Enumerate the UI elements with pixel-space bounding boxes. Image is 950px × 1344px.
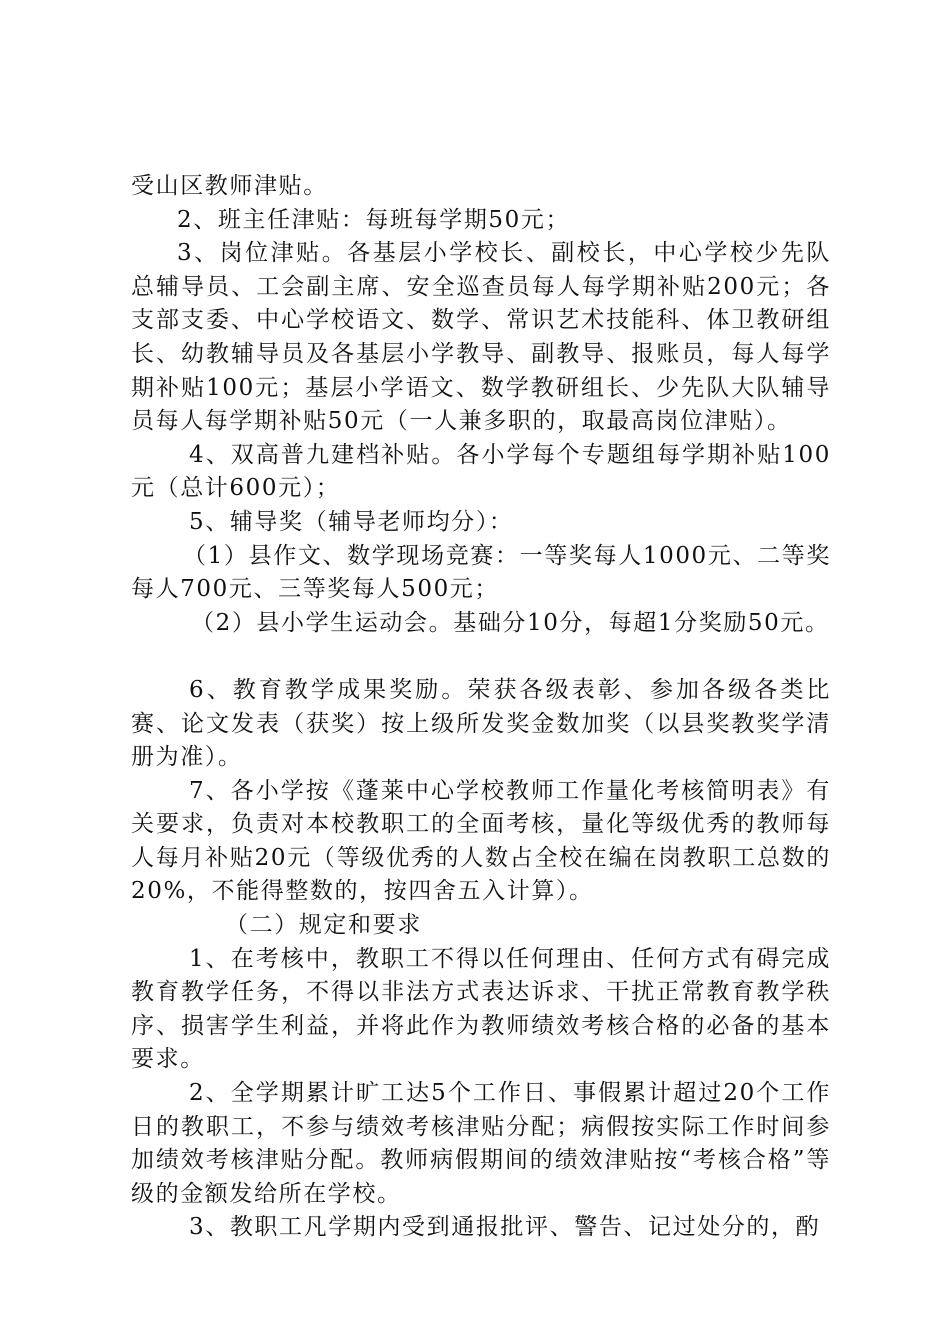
paragraph-rule-3: 3、教职工凡学期内受到通报批评、警告、记过处分的，酌 bbox=[189, 1214, 821, 1241]
paragraph-coaching-award-item-2: （2）县小学生运动会。基础分10分，每超1分奖励50元。 bbox=[191, 609, 830, 636]
paragraph-rule-1: 1、在考核中，教职工不得以任何理由、任何方式有碍完成教育教学任务，不得以非法方式表达诉求、干扰正常教育教学秩序、损害学生利益，并将此作为教师绩效考核合格的必备的基本要求。 bbox=[131, 945, 831, 1073]
paragraph-continuation: 受山区教师津贴。 bbox=[131, 173, 328, 199]
paragraph-coaching-award: 5、辅导奖（辅导老师均分）： bbox=[189, 508, 514, 535]
document-body bbox=[131, 170, 831, 1245]
paragraph-rule-2: 2、全学期累计旷工达5个工作日、事假累计超过20个工作日的教职工，不参与绩效考核津贴分配；病假按实际工作时间参加绩效考核津贴分配。教师病假期间的绩效津贴按“考核合格”等级的金额发给所在学校。 bbox=[131, 1080, 831, 1207]
section-heading-rules: （二）规定和要求 bbox=[225, 912, 422, 939]
paragraph-class-teacher-allowance: 2、班主任津贴：每班每学期50元； bbox=[177, 206, 571, 233]
paragraph-archive-subsidy: 4、双高普九建档补贴。各小学每个专题组每学期补贴100元（总计600元）； bbox=[131, 441, 831, 502]
paragraph-coaching-award-item-1: （1）县作文、数学现场竞赛：一等奖每人1000元、二等奖每人700元、三等奖每人500元； bbox=[131, 542, 831, 603]
paragraph-quantified-assessment: 7、各小学按《蓬莱中心学校教师工作量化考核简明表》有关要求，负责对本校教职工的全面考核，量化等级优秀的教师每人每月补贴20元（等级优秀的人数占全校在编在岗教职工总数的20%，不能得整数的，按四舍五入计算）。 bbox=[131, 777, 831, 905]
paragraph-post-allowance: 3、岗位津贴。各基层小学校长、副校长，中心学校少先队总辅导员、工会副主席、安全巡查员每人每学期补贴200元；各支部支委、中心学校语文、数学、常识艺术技能科、体卫教研组长、幼教辅导员及各基层小学教导、副教导、报账员，每人每学期补贴100元；基层小学语文、数学教研组长、少先队大队辅导员每人每学期补贴50元（一人兼多职的，取最高岗位津贴）。 bbox=[131, 240, 831, 435]
paragraph-achievement-award: 6、教育教学成果奖励。荣获各级表彰、参加各级各类比赛、论文发表（获奖）按上级所发奖金数加奖（以县奖教奖学清册为准）。 bbox=[131, 676, 831, 771]
